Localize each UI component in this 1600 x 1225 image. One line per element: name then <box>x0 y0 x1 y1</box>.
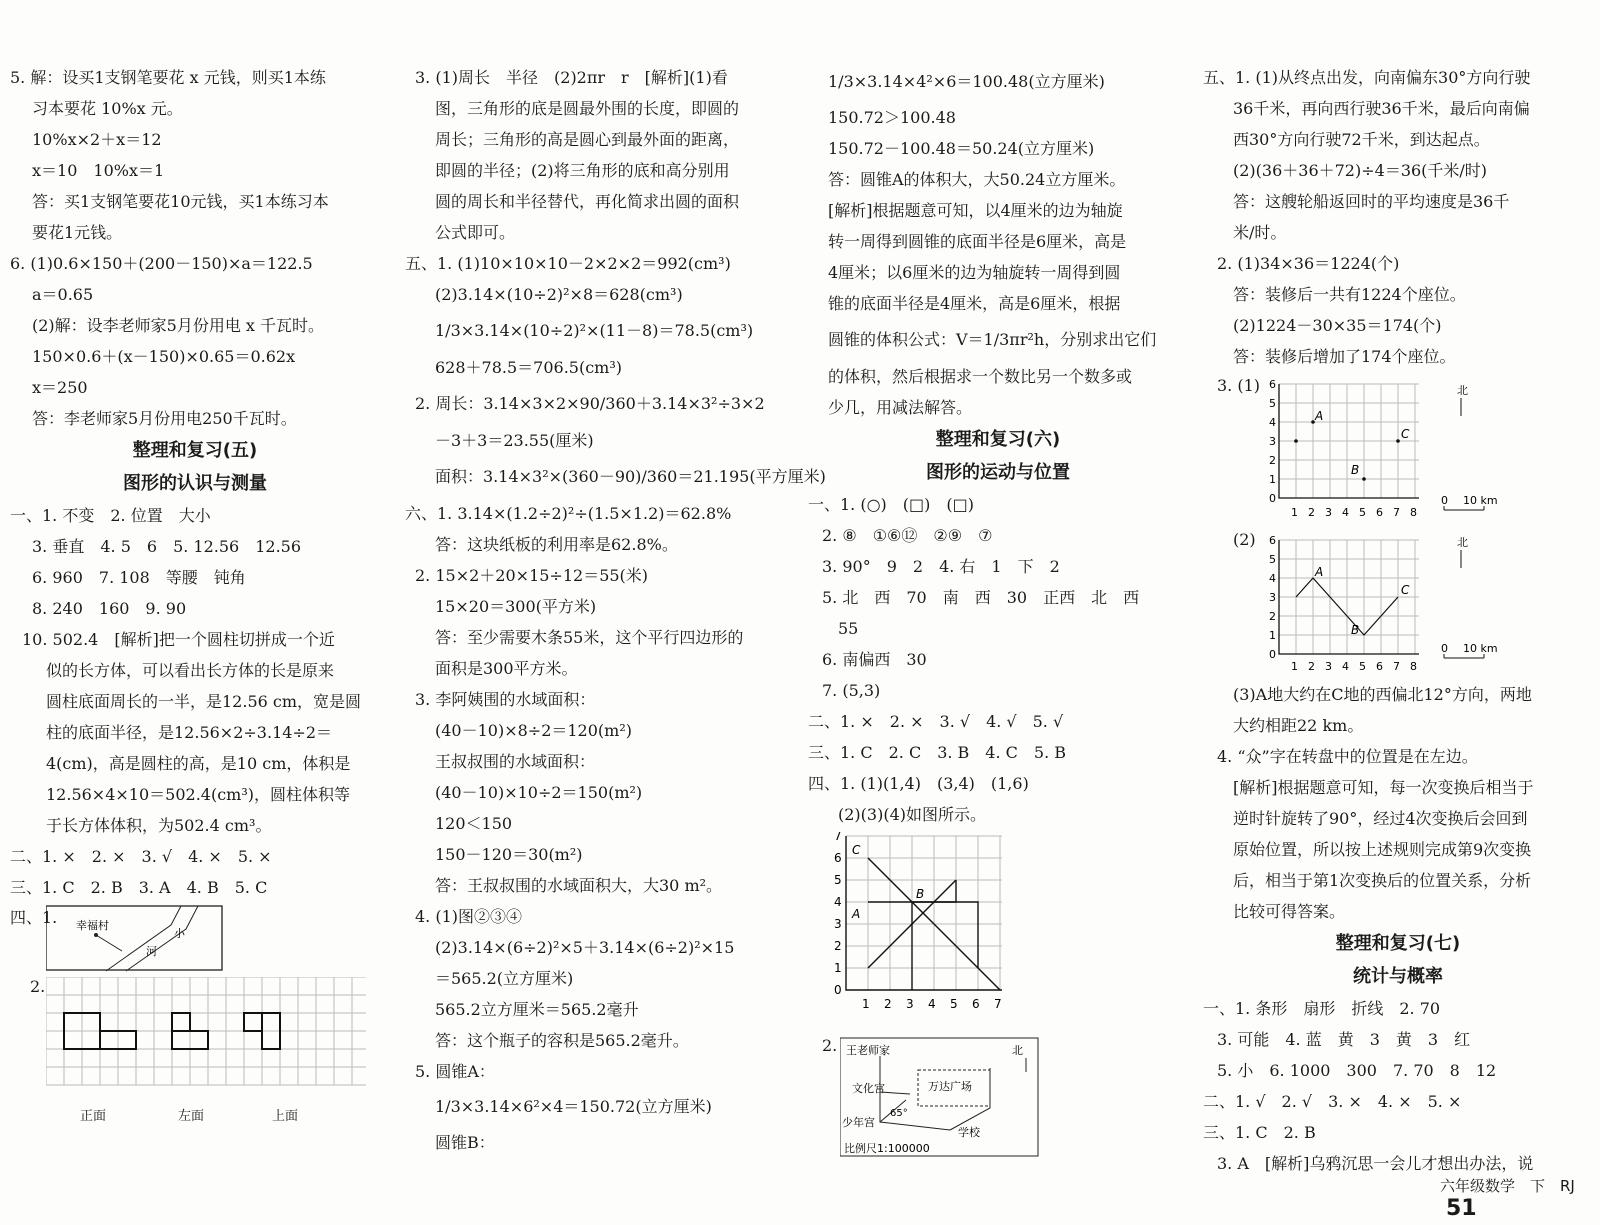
text-line: 逆时针旋转了90°，经过4次变换后会回到 <box>1233 809 1528 828</box>
text-line: 3. 李阿姨围的水域面积： <box>415 690 596 709</box>
page-footer <box>1440 1175 1600 1221</box>
svg-text:2: 2 <box>834 939 842 953</box>
text-line: －3＋3＝23.55(厘米) <box>435 431 594 450</box>
text-line: 少几，用减法解答。 <box>828 398 973 417</box>
text-line: 答：买1支钢笔要花10元钱，买1本练习本 <box>32 192 329 211</box>
text-line: 于长方体体积，为502.4 cm³。 <box>46 816 272 835</box>
svg-text:0: 0 <box>1269 492 1276 505</box>
section-heading: 整理和复习(五) <box>132 440 258 461</box>
text-line: 答：王叔叔围的水域面积大，大30 m²。 <box>435 876 723 895</box>
figure-lines <box>846 836 1002 990</box>
text-line: 一、1. 条形 扇形 折线 2. 70 <box>1203 999 1441 1018</box>
text-line: (2)3.14×(10÷2)²×8＝628(cm³) <box>435 285 683 304</box>
text-line: 3. A [解析]乌鸦沉思一会儿才想出办法，说 <box>1217 1154 1534 1173</box>
text-line: (2)1224－30×35＝174(个) <box>1233 316 1442 335</box>
text-line: 五、1. (1)从终点出发，向南偏东30°方向行驶 <box>1203 68 1531 87</box>
svg-text:6: 6 <box>834 851 842 865</box>
map-plaza: 万达广场 <box>928 1080 972 1093</box>
text-line: 周长；三角形的高是圆心到最外面的距离， <box>435 130 740 149</box>
town-map <box>840 1036 1045 1160</box>
text-line: 1/3×3.14×(10÷2)²×(11－8)＝78.5(cm³) <box>435 321 754 340</box>
svg-text:0: 0 <box>1269 648 1276 661</box>
q-number: (2) <box>1233 530 1256 549</box>
coordinate-grid <box>826 832 1026 1028</box>
text-line: 5. 解：设买1支钢笔要花 x 元钱，则买1本练 <box>10 68 326 87</box>
point-label: A <box>852 907 861 921</box>
svg-text:1: 1 <box>1269 629 1276 642</box>
svg-text:6: 6 <box>1376 506 1383 519</box>
text-line: 二、1. √ 2. √ 3. × 4. × 5. × <box>1203 1092 1462 1111</box>
text-line: 四、1. (1)(1,4) (3,4) (1,6) <box>808 774 1029 793</box>
text-line: 圆锥的体积公式：V＝1/3πr²h，分别求出它们 <box>828 330 1157 349</box>
map-angle: 65° <box>890 1108 908 1119</box>
three-views-figure <box>10 977 380 1127</box>
text-line: 12.56×4×10＝502.4(cm³)，圆柱体积等 <box>46 785 350 804</box>
text-line: 后，相当于第1次变换后的位置关系，分析 <box>1233 871 1532 890</box>
route-grid-2 <box>1263 530 1563 675</box>
text-line: 三、1. C 2. B <box>1203 1123 1316 1142</box>
text-line: 答：李老师家5月份用电250千瓦时。 <box>32 409 297 428</box>
map-youth: 少年宫 <box>842 1116 875 1129</box>
map-north: 北 <box>1012 1044 1023 1057</box>
text-line: 36千米，再向西行驶36千米，最后向南偏 <box>1233 99 1530 118</box>
svg-text:4: 4 <box>1342 660 1349 673</box>
svg-text:6: 6 <box>1376 660 1383 673</box>
text-line: 3. 90° 9 2 4. 右 1 下 2 <box>822 557 1060 576</box>
text-line: 150－120＝30(m²) <box>435 845 583 864</box>
text-line: 答：装修后一共有1224个座位。 <box>1233 285 1466 304</box>
svg-text:1: 1 <box>834 961 842 975</box>
text-line: 3. (1)周长 半径 (2)2πr r [解析](1)看 <box>415 68 728 87</box>
north-label: 北 <box>1457 384 1468 397</box>
text-line: 6. (1)0.6×150＋(200－150)×a＝122.5 <box>10 254 313 273</box>
text-line: 150.72－100.48＝50.24(立方厘米) <box>828 139 1095 158</box>
text-line: 150.72＞100.48 <box>828 108 956 127</box>
text-line: 二、1. × 2. × 3. √ 4. √ 5. √ <box>808 712 1064 731</box>
text-line: 习本要花 10%x 元。 <box>32 99 183 118</box>
text-line: ＝565.2(立方厘米) <box>435 969 574 988</box>
svg-text:3: 3 <box>1325 506 1332 519</box>
point-label-c: C <box>1401 427 1410 441</box>
svg-text:5: 5 <box>950 997 958 1011</box>
text-line: 公式即可。 <box>435 223 516 242</box>
text-line: 2. 15×2＋20×15÷12＝55(米) <box>415 566 649 585</box>
svg-text:3: 3 <box>906 997 914 1011</box>
column-2 <box>405 62 826 1158</box>
river-label: 河 <box>146 945 157 958</box>
svg-text:3: 3 <box>1325 660 1332 673</box>
text-line: 1/3×3.14×4²×6＝100.48(立方厘米) <box>828 72 1105 91</box>
svg-text:2: 2 <box>1269 454 1276 467</box>
scale-zero: 0 <box>1441 494 1448 507</box>
text-line: 5. 小 6. 1000 300 7. 70 8 12 <box>1217 1061 1497 1080</box>
text-line: 565.2立方厘米＝565.2毫升 <box>435 1000 639 1019</box>
svg-text:4: 4 <box>928 997 936 1011</box>
route-grid-figure-1 <box>1203 374 1593 526</box>
svg-text:0: 0 <box>834 983 842 997</box>
text-line: 7. (5,3) <box>822 681 881 700</box>
svg-text:8: 8 <box>1410 660 1417 673</box>
axis-ticks <box>1269 534 1417 673</box>
text-line: 似的长方体，可以看出长方体的长是原来 <box>46 661 335 680</box>
text-line: 一、1. (○) (□) (□) <box>808 495 975 514</box>
view-label-top: 上面 <box>272 1109 299 1124</box>
text-line: 米/时。 <box>1233 223 1287 242</box>
text-line: 答：至少需要木条55米，这个平行四边形的 <box>435 628 744 647</box>
village-map-figure <box>10 905 380 973</box>
text-line: 答：这艘轮船返回时的平均速度是36千 <box>1233 192 1510 211</box>
section-heading: 整理和复习(六) <box>935 429 1061 450</box>
view-label-front: 正面 <box>80 1109 107 1124</box>
text-line: 1/3×3.14×6²×4＝150.72(立方厘米) <box>435 1097 712 1116</box>
map-scale: 比例尺1:100000 <box>844 1142 930 1155</box>
svg-text:4: 4 <box>1269 416 1276 429</box>
svg-text:5: 5 <box>1359 660 1366 673</box>
text-line: 6. 960 7. 108 等腰 钝角 <box>32 568 246 587</box>
text-line: [解析]根据题意可知，以4厘米的边为轴旋 <box>828 201 1123 220</box>
scale-zero: 0 <box>1441 642 1448 655</box>
text-line: 王叔叔围的水域面积： <box>435 752 596 771</box>
scale-label: 10 km <box>1463 494 1498 507</box>
map-culture: 文化宫 <box>852 1082 885 1095</box>
text-line: [解析]根据题意可知，每一次变换后相当于 <box>1233 778 1534 797</box>
column-4 <box>1203 62 1593 1179</box>
text-line: 比较可得答案。 <box>1233 902 1346 921</box>
text-line: 大约相距22 km。 <box>1233 716 1364 735</box>
text-line: x＝10 10%x＝1 <box>32 161 165 180</box>
svg-text:2: 2 <box>1269 610 1276 623</box>
text-line: 五、1. (1)10×10×10－2×2×2＝992(cm³) <box>405 254 731 273</box>
text-line: (2)解：设李老师家5月份用电 x 千瓦时。 <box>32 316 325 335</box>
text-line: 图，三角形的底是圆最外围的长度，即圆的 <box>435 99 740 118</box>
text-line: 三、1. C 2. B 3. A 4. B 5. C <box>10 878 268 897</box>
text-line: 三、1. C 2. C 3. B 4. C 5. B <box>808 743 1067 762</box>
text-line: 628＋78.5＝706.5(cm³) <box>435 358 623 377</box>
svg-text:7: 7 <box>1393 506 1400 519</box>
text-line: 圆的周长和半径替代，再化简求出圆的面积 <box>435 192 740 211</box>
q-number: 四、1. <box>10 908 58 927</box>
svg-text:8: 8 <box>1410 506 1417 519</box>
coordinate-grid-figure <box>808 832 1188 1032</box>
svg-text:1: 1 <box>862 997 870 1011</box>
point-label-a: A <box>1315 565 1324 579</box>
svg-text:3: 3 <box>1269 435 1276 448</box>
text-line: 4(cm)，高是圆柱的高，是10 cm，体积是 <box>46 754 351 773</box>
text-line: 圆柱底面周长的一半，是12.56 cm，宽是圆 <box>46 692 362 711</box>
svg-text:5: 5 <box>834 873 842 887</box>
text-line: (2)3.14×(6÷2)²×5＋3.14×(6÷2)²×15 <box>435 938 735 957</box>
text-line: 答：装修后增加了174个座位。 <box>1233 347 1456 366</box>
svg-text:5: 5 <box>1269 397 1276 410</box>
q-number: 2. <box>822 1036 838 1055</box>
svg-text:4: 4 <box>834 895 842 909</box>
text-line: 55 <box>838 619 859 638</box>
text-line: 3. 垂直 4. 5 6 5. 12.56 12.56 <box>32 537 302 556</box>
svg-text:1: 1 <box>1291 660 1298 673</box>
svg-text:3: 3 <box>834 917 842 931</box>
point-label-b: B <box>1351 623 1360 637</box>
column-1 <box>10 62 380 1131</box>
q-number: 3. (1) <box>1217 376 1261 395</box>
text-line: 要花1元钱。 <box>32 223 123 242</box>
svg-text:2: 2 <box>884 997 892 1011</box>
section-subheading: 图形的运动与位置 <box>926 462 1070 483</box>
section-subheading: 图形的认识与测量 <box>123 473 267 494</box>
text-line: 答：这块纸板的利用率是62.8%。 <box>435 535 678 554</box>
text-line: 5. 北 西 70 南 西 30 正西 北 西 <box>822 588 1140 607</box>
river-label: 小 <box>174 927 185 940</box>
scale-label: 10 km <box>1463 642 1498 655</box>
north-label: 北 <box>1457 536 1468 549</box>
section-subheading: 统计与概率 <box>1353 966 1443 987</box>
text-line: 柱的底面半径，是12.56×2÷3.14÷2＝ <box>46 723 333 742</box>
text-line: (2)(3)(4)如图所示。 <box>838 805 986 824</box>
text-line: 10. 502.4 [解析]把一个圆柱切拼成一个近 <box>22 630 335 649</box>
svg-text:6: 6 <box>1269 534 1276 547</box>
route-grid-1 <box>1263 374 1563 524</box>
svg-text:7: 7 <box>994 997 1002 1011</box>
text-line: 3. 可能 4. 蓝 黄 3 黄 3 红 <box>1217 1030 1471 1049</box>
svg-text:4: 4 <box>1342 506 1349 519</box>
text-line: 答：圆锥A的体积大，大50.24立方厘米。 <box>828 170 1126 189</box>
town-map-figure <box>808 1036 1188 1166</box>
view-label-left: 左面 <box>178 1109 205 1124</box>
text-line: 二、1. × 2. × 3. √ 4. × 5. × <box>10 847 272 866</box>
text-line: 2. ⑧ ①⑥⑫ ②⑨ ⑦ <box>822 526 993 545</box>
point-label-b: B <box>1351 463 1360 477</box>
svg-text:3: 3 <box>1269 591 1276 604</box>
text-line: 锥的底面半径是4厘米，高是6厘米，根据 <box>828 294 1121 313</box>
section-heading: 整理和复习(七) <box>1335 933 1461 954</box>
point-label-c: C <box>1401 583 1410 597</box>
text-line: 西30°方向行驶72千米，到达起点。 <box>1233 130 1490 149</box>
text-line: 10%x×2＋x＝12 <box>32 130 162 149</box>
svg-text:7: 7 <box>1393 660 1400 673</box>
svg-text:5: 5 <box>1269 553 1276 566</box>
three-views-grid <box>46 977 376 1097</box>
svg-text:5: 5 <box>1359 506 1366 519</box>
svg-text:4: 4 <box>1269 572 1276 585</box>
text-line: 2. 周长：3.14×3×2×90/360＋3.14×3²÷3×2 <box>415 394 765 413</box>
svg-text:1: 1 <box>1291 506 1298 519</box>
text-line: 转一周得到圆锥的底面半径是6厘米，高是 <box>828 232 1127 251</box>
text-line: 150×0.6＋(x－150)×0.65＝0.62x <box>32 347 296 366</box>
route-grid-figure-2 <box>1203 530 1593 675</box>
text-line: 15×20＝300(平方米) <box>435 597 597 616</box>
point-label-a: A <box>1315 409 1324 423</box>
svg-text:6: 6 <box>1269 378 1276 391</box>
point-label: C <box>852 843 861 857</box>
svg-text:7: 7 <box>834 832 842 843</box>
text-line: 原始位置，所以按上述规则完成第9次变换 <box>1233 840 1532 859</box>
axis-ticks <box>834 832 1002 1011</box>
text-line: 4. “众”字在转盘中的位置是在左边。 <box>1217 747 1478 766</box>
text-line: 6. 南偏西 30 <box>822 650 927 669</box>
text-line: 2. (1)34×36＝1224(个) <box>1217 254 1400 273</box>
village-label: 幸福村 <box>76 919 109 932</box>
text-line: x＝250 <box>32 378 88 397</box>
point-label: B <box>916 887 925 901</box>
column-3 <box>808 62 1188 1170</box>
text-line: 4. (1)图②③④ <box>415 907 523 926</box>
map-school: 学校 <box>958 1126 980 1139</box>
text-line: 圆锥B： <box>435 1133 495 1152</box>
text-line: 8. 240 160 9. 90 <box>32 599 187 618</box>
text-line: (3)A地大约在C地的西偏北12°方向，两地 <box>1233 685 1532 704</box>
map-home: 王老师家 <box>846 1044 890 1057</box>
village-map <box>46 905 246 973</box>
text-line: 的体积，然后根据求一个数比另一个数多或 <box>828 367 1133 386</box>
q-number: 2. <box>30 977 46 996</box>
text-line: 面积：3.14×3²×(360－90)/360＝21.195(平方厘米) <box>435 467 826 486</box>
text-line: (2)(36＋36＋72)÷4＝36(千米/时) <box>1233 161 1488 180</box>
text-line: 六、1. 3.14×(1.2÷2)²÷(1.5×1.2)＝62.8% <box>405 504 732 523</box>
text-line: a＝0.65 <box>32 285 94 304</box>
svg-text:1: 1 <box>1269 473 1276 486</box>
text-line: 4厘米；以6厘米的边为轴旋转一周得到圆 <box>828 263 1121 282</box>
text-line: (40－10)×8÷2＝120(m²) <box>435 721 632 740</box>
text-line: 120＜150 <box>435 814 513 833</box>
page-number: 51 <box>1446 1196 1477 1221</box>
footer-grade: 六年级数学 下 RJ <box>1440 1177 1575 1195</box>
text-line: 答：这个瓶子的容积是565.2毫升。 <box>435 1031 689 1050</box>
text-line: 5. 圆锥A： <box>415 1062 495 1081</box>
text-line: 面积是300平方米。 <box>435 659 578 678</box>
svg-text:2: 2 <box>1308 506 1315 519</box>
text-line: (40－10)×10÷2＝150(m²) <box>435 783 643 802</box>
text-line: 即圆的半径；(2)将三角形的底和高分别用 <box>435 161 730 180</box>
text-line: 一、1. 不变 2. 位置 大小 <box>10 506 211 525</box>
svg-text:6: 6 <box>972 997 980 1011</box>
svg-text:2: 2 <box>1308 660 1315 673</box>
